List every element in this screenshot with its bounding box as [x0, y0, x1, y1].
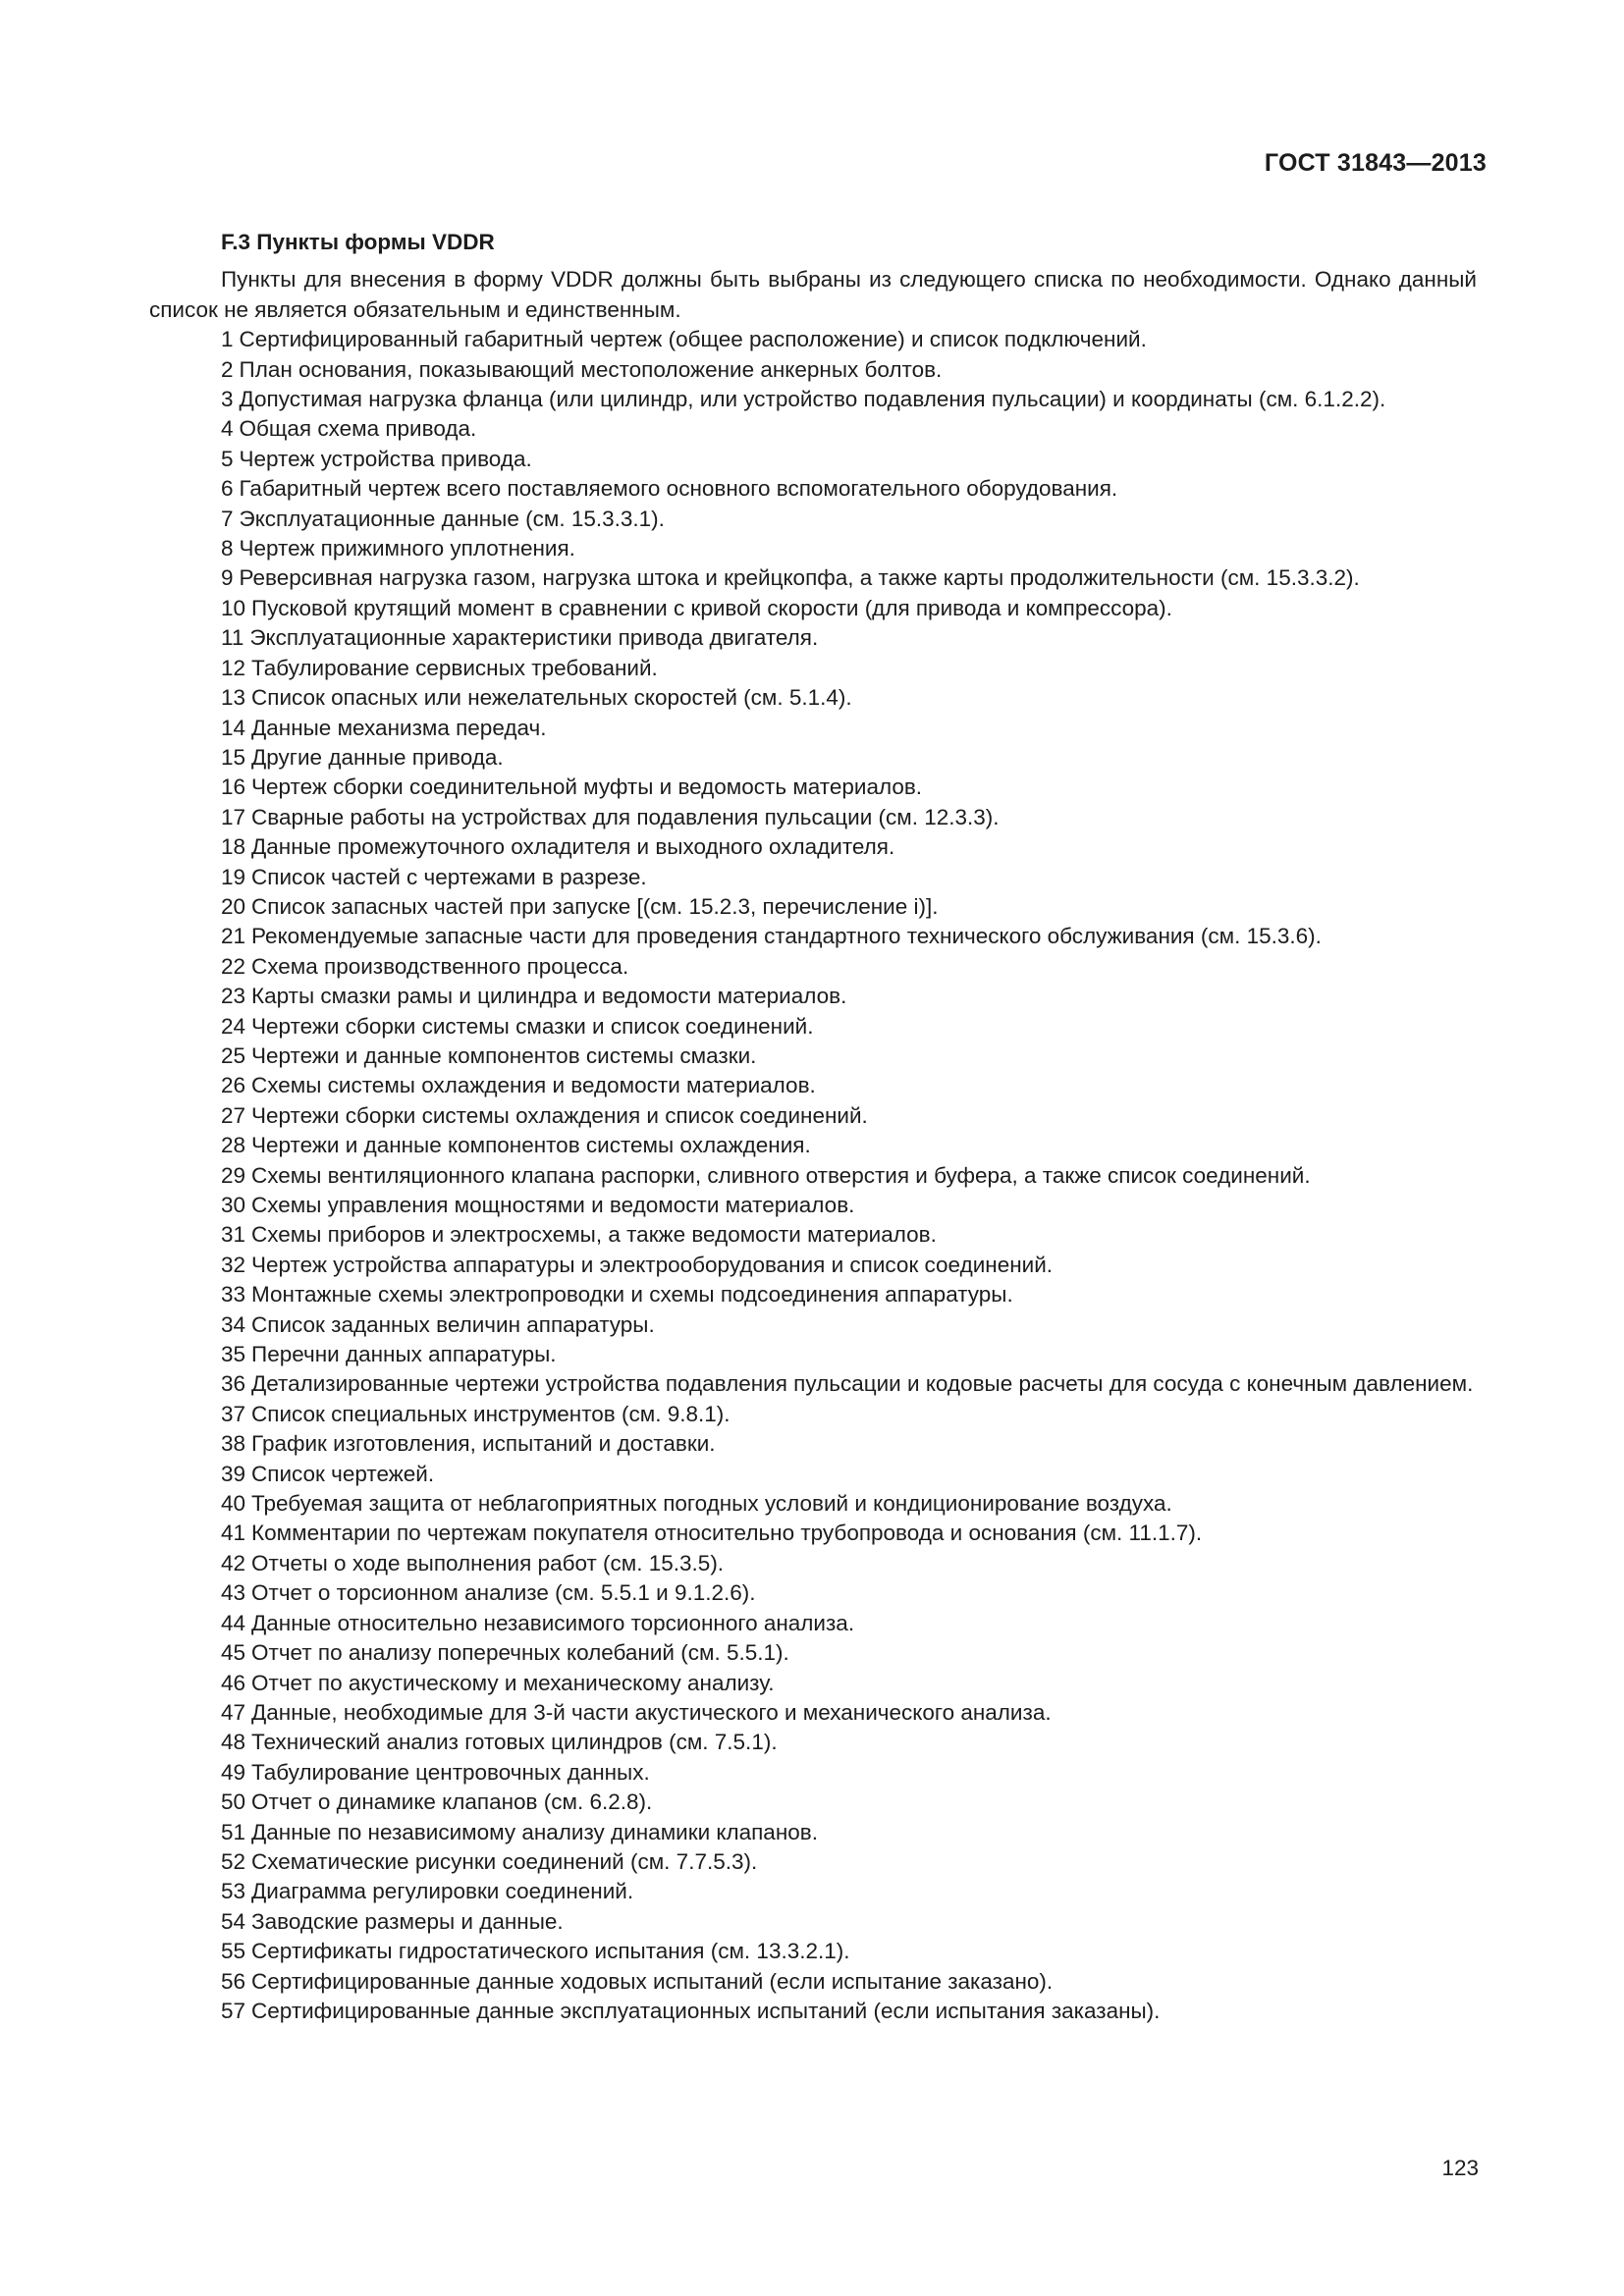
list-item: [149, 1578, 1477, 1608]
list-item-number: 29: [221, 1162, 246, 1188]
list-item: [149, 1071, 1477, 1100]
list-item-text: Чертеж устройства привода.: [239, 446, 532, 471]
list-item: [149, 1220, 1477, 1250]
list-item-text: Сертифицированные данные ходовых испытаний (если испытание заказано).: [251, 1968, 1054, 1994]
list-item-text: Чертежи сборки системы охлаждения и список соединений.: [251, 1102, 868, 1128]
list-item: [149, 1847, 1477, 1877]
page-header-standard-code: ГОСТ 31843—2013: [1264, 149, 1487, 177]
list-item-number: 10: [221, 595, 246, 620]
list-item: [149, 1609, 1477, 1638]
list-item: [149, 1489, 1477, 1519]
list-item: [149, 1369, 1477, 1399]
list-item-text: Чертеж сборки соединительной муфты и ведомость материалов.: [251, 774, 923, 800]
list-item-text: График изготовления, испытаний и доставки.: [251, 1431, 716, 1457]
list-item: [149, 803, 1477, 832]
list-item: [149, 355, 1477, 385]
list-item: [149, 474, 1477, 504]
items-list: [149, 325, 1477, 2026]
list-item: [149, 414, 1477, 444]
list-item-text: Схемы приборов и электросхемы, а также ведомости материалов.: [251, 1222, 937, 1248]
list-item-number: 49: [221, 1759, 246, 1785]
list-item-text: Перечни данных аппаратуры.: [251, 1342, 557, 1367]
list-item-number: 39: [221, 1461, 246, 1486]
list-item-text: Данные механизма передач.: [251, 715, 547, 740]
list-item-text: Допустимая нагрузка фланца (или цилиндр, или устройство подавления пульсации) и координаты (см. 6.1.2.2).: [239, 387, 1386, 412]
list-item: [149, 1429, 1477, 1459]
list-item-number: 19: [221, 864, 246, 889]
list-item-text: Схемы системы охлаждения и ведомости материалов.: [251, 1073, 816, 1098]
list-item: [149, 1191, 1477, 1220]
list-item: [149, 1937, 1477, 1966]
list-item-number: 5: [221, 446, 234, 471]
list-item: [149, 563, 1477, 593]
list-item-number: 47: [221, 1699, 246, 1725]
list-item-text: Сертифицированный габаритный чертеж (общее расположение) и список подключений.: [239, 327, 1147, 352]
list-item: [149, 1041, 1477, 1071]
list-item-number: 18: [221, 834, 246, 860]
list-item-text: Диаграмма регулировки соединений.: [251, 1879, 634, 1904]
list-item: [149, 325, 1477, 354]
list-item-number: 2: [221, 356, 234, 382]
document-body: [149, 228, 1477, 2026]
list-item-text: Сварные работы на устройствах для подавления пульсации (см. 12.3.3).: [251, 804, 1000, 829]
list-item-text: Чертежи и данные компонентов системы охлаждения.: [251, 1133, 811, 1158]
list-item-text: Табулирование центровочных данных.: [251, 1759, 650, 1785]
list-item: [149, 1101, 1477, 1131]
list-item-text: Список запасных частей при запуске [(см. 15.2.3, перечисление i)].: [251, 893, 939, 919]
list-item: [149, 952, 1477, 982]
list-item-number: 26: [221, 1073, 246, 1098]
list-item-number: 35: [221, 1342, 246, 1367]
list-item: [149, 1907, 1477, 1937]
list-item-text: Габаритный чертеж всего поставляемого основного вспомогательного оборудования.: [239, 476, 1118, 502]
list-item: [149, 654, 1477, 683]
list-item-text: Схема производственного процесса.: [251, 953, 629, 979]
list-item-number: 40: [221, 1491, 246, 1517]
list-item-text: Сертифицированные данные эксплуатационных испытаний (если испытания заказаны).: [251, 1998, 1161, 2023]
list-item-number: 28: [221, 1133, 246, 1158]
list-item-number: 33: [221, 1282, 246, 1308]
list-item-text: Эксплуатационные данные (см. 15.3.3.1).: [239, 506, 665, 531]
list-item-number: 48: [221, 1730, 246, 1755]
list-item-text: Комментарии по чертежам покупателя относительно трубопровода и основания (см. 11.1.7).: [251, 1521, 1203, 1546]
list-item: [149, 1310, 1477, 1340]
list-item-text: Чертеж прижимного уплотнения.: [239, 536, 575, 561]
list-item-number: 1: [221, 327, 234, 352]
list-item: [149, 773, 1477, 802]
list-item-number: 42: [221, 1550, 246, 1575]
list-item-number: 16: [221, 774, 246, 800]
list-item: [149, 623, 1477, 653]
list-item-number: 37: [221, 1401, 246, 1426]
list-item-text: Чертежи сборки системы смазки и список соединений.: [251, 1013, 814, 1039]
list-item-text: Схематические рисунки соединений (см. 7.7.5.3).: [251, 1848, 758, 1874]
list-item-text: Отчет о торсионном анализе (см. 5.5.1 и 9.1.2.6).: [251, 1580, 756, 1606]
list-item-text: Отчет по акустическому и механическому анализу.: [251, 1670, 775, 1695]
list-item: [149, 743, 1477, 773]
section-intro: Пункты для внесения в форму VDDR должны быть выбраны из следующего списка по необходимости. Однако данный список не является обязательным и единственным.: [149, 267, 1477, 322]
list-item: [149, 1549, 1477, 1578]
list-item-number: 46: [221, 1670, 246, 1695]
list-item-text: Список частей с чертежами в разрезе.: [251, 864, 647, 889]
list-item-number: 30: [221, 1193, 246, 1217]
list-item-number: 25: [221, 1042, 246, 1068]
list-item-text: Чертеж устройства аппаратуры и электрооборудования и список соединений.: [251, 1252, 1054, 1277]
list-item-text: Пусковой крутящий момент в сравнении с кривой скорости (для привода и компрессора).: [251, 595, 1172, 620]
list-item-number: 32: [221, 1252, 246, 1277]
list-item-text: Данные по независимому анализу динамики клапанов.: [251, 1819, 818, 1844]
list-item: [149, 1638, 1477, 1668]
list-item-number: 24: [221, 1013, 246, 1039]
list-item-text: Отчеты о ходе выполнения работ (см. 15.3.5).: [251, 1550, 725, 1575]
list-item-text: Детализированные чертежи устройства подавления пульсации и кодовые расчеты для сосуда с конечным давлением.: [251, 1371, 1474, 1397]
page-number: 123: [1441, 2156, 1479, 2180]
list-item-number: 17: [221, 804, 246, 829]
list-item-number: 23: [221, 984, 246, 1009]
list-item: [149, 1669, 1477, 1698]
list-item-text: Отчет по анализу поперечных колебаний (см. 5.5.1).: [251, 1640, 789, 1666]
list-item: [149, 445, 1477, 474]
list-item-text: Другие данные привода.: [251, 744, 504, 770]
list-item: [149, 863, 1477, 892]
list-item-number: 54: [221, 1908, 246, 1934]
list-item-number: 51: [221, 1819, 246, 1844]
list-item: [149, 1280, 1477, 1309]
list-item: [149, 1877, 1477, 1906]
list-item: [149, 1728, 1477, 1757]
list-item-text: Данные промежуточного охладителя и выходного охладителя.: [251, 834, 895, 860]
list-item: [149, 1788, 1477, 1817]
list-item-number: 31: [221, 1222, 246, 1248]
list-item: [149, 832, 1477, 862]
list-item: [149, 1251, 1477, 1280]
list-item: [149, 505, 1477, 534]
list-item: [149, 1967, 1477, 1997]
list-item-text: Реверсивная нагрузка газом, нагрузка штока и крейцкопфа, а также карты продолжительности (см. 15.3.3.2).: [239, 565, 1360, 591]
list-item-number: 20: [221, 893, 246, 919]
list-item-text: Отчет о динамике клапанов (см. 6.2.8).: [251, 1789, 653, 1815]
list-item-number: 45: [221, 1640, 246, 1666]
list-item: [149, 1161, 1477, 1191]
list-item-number: 41: [221, 1521, 246, 1546]
list-item-text: Эксплуатационные характеристики привода двигателя.: [249, 625, 819, 651]
list-item-number: 43: [221, 1580, 246, 1606]
list-item-number: 6: [221, 476, 234, 502]
list-item: [149, 892, 1477, 922]
list-item-text: Рекомендуемые запасные части для проведения стандартного технического обслуживания (см. 15.3.6).: [251, 924, 1322, 949]
list-item: [149, 1818, 1477, 1847]
list-item-number: 3: [221, 387, 234, 412]
list-item-text: Требуемая защита от неблагоприятных погодных условий и кондиционирование воздуха.: [251, 1491, 1172, 1517]
list-item-number: 50: [221, 1789, 246, 1815]
list-item-number: 13: [221, 685, 246, 711]
list-item: [149, 982, 1477, 1011]
list-item-text: Заводские размеры и данные.: [251, 1908, 564, 1934]
list-item-number: 52: [221, 1848, 246, 1874]
list-item-text: Список чертежей.: [251, 1461, 435, 1486]
list-item-text: Карты смазки рамы и цилиндра и ведомости материалов.: [251, 984, 847, 1009]
list-item-text: Сертификаты гидростатического испытания (см. 13.3.2.1).: [251, 1939, 850, 1964]
list-item-number: 36: [221, 1371, 246, 1397]
list-item: [149, 1012, 1477, 1041]
list-item: [149, 534, 1477, 563]
list-item-text: Данные, необходимые для 3-й части акустического и механического анализа.: [251, 1699, 1052, 1725]
list-item-number: 56: [221, 1968, 246, 1994]
list-item-number: 53: [221, 1879, 246, 1904]
list-item-text: Список специальных инструментов (см. 9.8.1).: [251, 1401, 731, 1426]
list-item-number: 15: [221, 744, 246, 770]
list-item-text: Табулирование сервисных требований.: [251, 655, 658, 680]
list-item-text: Список заданных величин аппаратуры.: [251, 1311, 655, 1337]
list-item: [149, 1758, 1477, 1788]
list-item: [149, 1131, 1477, 1160]
list-item-number: 4: [221, 416, 234, 442]
list-item: [149, 1519, 1477, 1548]
list-item-text: Технический анализ готовых цилиндров (см. 7.5.1).: [251, 1730, 778, 1755]
list-item-text: Схемы вентиляционного клапана распорки, сливного отверстия и буфера, а также список соединений.: [251, 1162, 1311, 1188]
list-item-text: Список опасных или нежелательных скоростей (см. 5.1.4).: [251, 685, 852, 711]
list-item: [149, 594, 1477, 623]
list-item: [149, 1698, 1477, 1728]
list-item-number: 11: [221, 625, 244, 651]
list-item: [149, 1997, 1477, 2026]
list-item-number: 22: [221, 953, 246, 979]
list-item: [149, 683, 1477, 713]
list-item-number: 9: [221, 565, 234, 591]
section-title: F.3 Пункты формы VDDR: [221, 230, 495, 254]
list-item: [149, 385, 1477, 414]
list-item-number: 27: [221, 1102, 246, 1128]
list-item-text: Чертежи и данные компонентов системы смазки.: [251, 1042, 757, 1068]
list-item: [149, 714, 1477, 743]
list-item-number: 34: [221, 1311, 246, 1337]
list-item-number: 57: [221, 1998, 246, 2023]
list-item-number: 12: [221, 655, 246, 680]
list-item-text: План основания, показывающий местоположение анкерных болтов.: [239, 356, 943, 382]
list-item-number: 55: [221, 1939, 246, 1964]
list-item: [149, 1400, 1477, 1429]
list-item-text: Данные относительно независимого торсионного анализа.: [251, 1610, 855, 1635]
list-item-number: 38: [221, 1431, 246, 1457]
list-item: [149, 922, 1477, 951]
list-item-number: 14: [221, 715, 246, 740]
list-item-number: 7: [221, 506, 234, 531]
list-item-text: Монтажные схемы электропроводки и схемы подсоединения аппаратуры.: [251, 1282, 1013, 1308]
list-item: [149, 1460, 1477, 1489]
list-item-number: 8: [221, 536, 234, 561]
list-item-text: Общая схема привода.: [239, 416, 477, 442]
list-item: [149, 1340, 1477, 1369]
list-item-text: Схемы управления мощностями и ведомости материалов.: [251, 1193, 855, 1217]
list-item-number: 44: [221, 1610, 246, 1635]
list-item-number: 21: [221, 924, 246, 949]
